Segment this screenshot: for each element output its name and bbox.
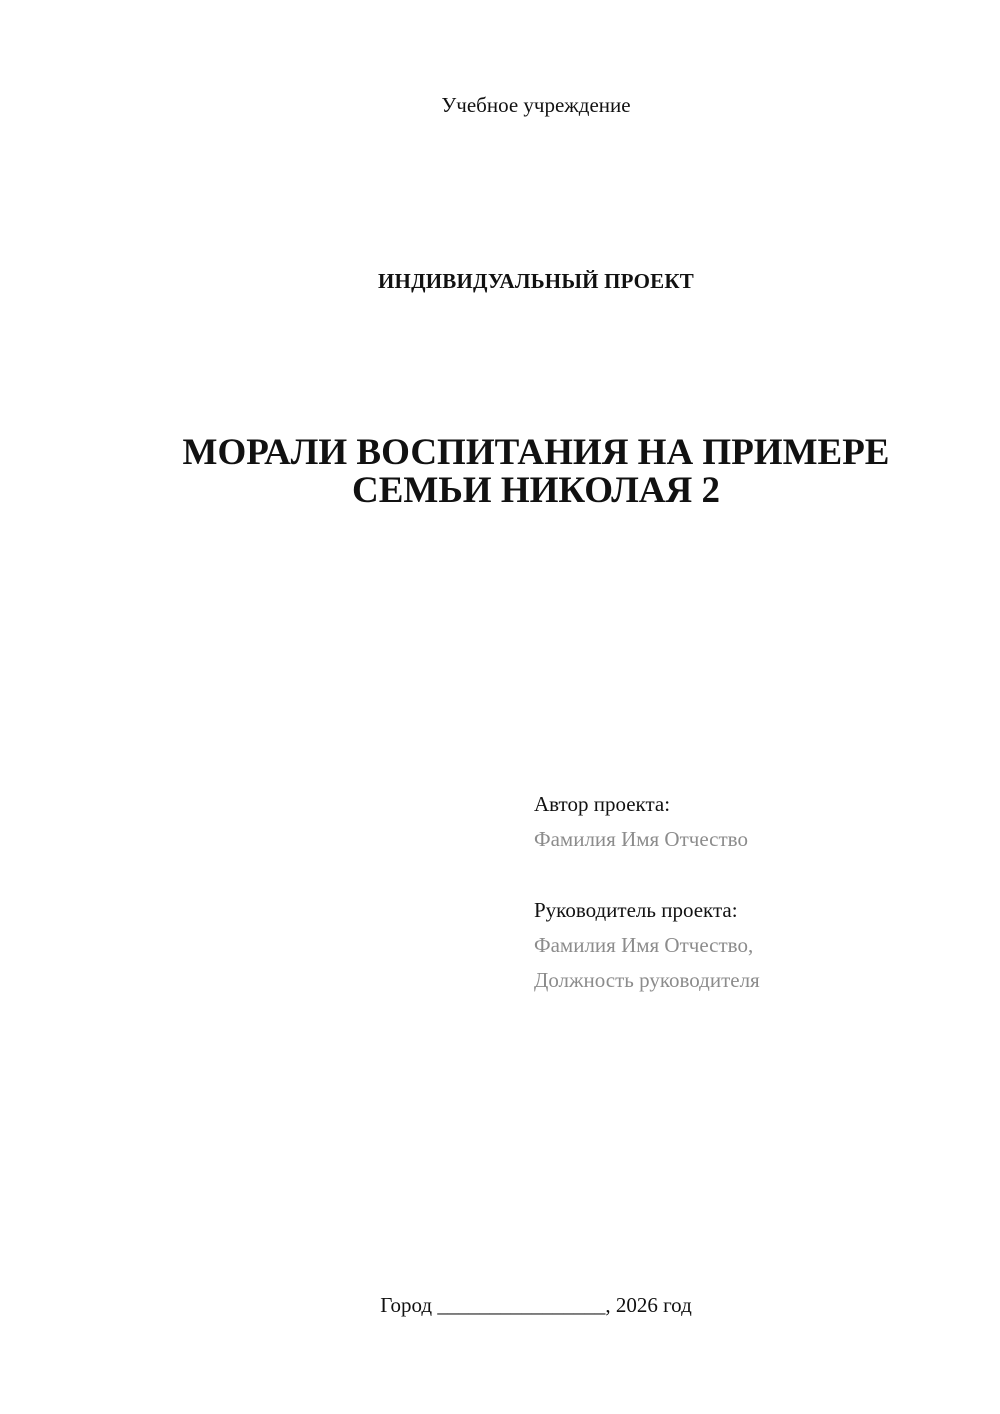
supervisor-name: Фамилия Имя Отчество, xyxy=(534,933,754,957)
supervisor-label: Руководитель проекта: xyxy=(534,898,738,922)
author-label: Автор проекта: xyxy=(534,792,671,816)
credits-block xyxy=(534,787,974,998)
project-title-line-2: СЕМЬИ НИКОЛАЯ 2 xyxy=(352,470,720,511)
credits-spacer xyxy=(534,857,974,893)
project-title-line-1: МОРАЛИ ВОСПИТАНИЯ НА ПРИМЕРЕ xyxy=(182,432,890,473)
supervisor-position: Должность руководителя xyxy=(534,968,760,992)
project-title xyxy=(0,434,1000,510)
author-name: Фамилия Имя Отчество xyxy=(534,827,748,851)
institution-name: Учебное учреждение xyxy=(441,93,631,117)
city-year-footer: Город ________________, 2026 год xyxy=(380,1293,692,1317)
project-type-heading: ИНДИВИДУАЛЬНЫЙ ПРОЕКТ xyxy=(378,269,694,293)
